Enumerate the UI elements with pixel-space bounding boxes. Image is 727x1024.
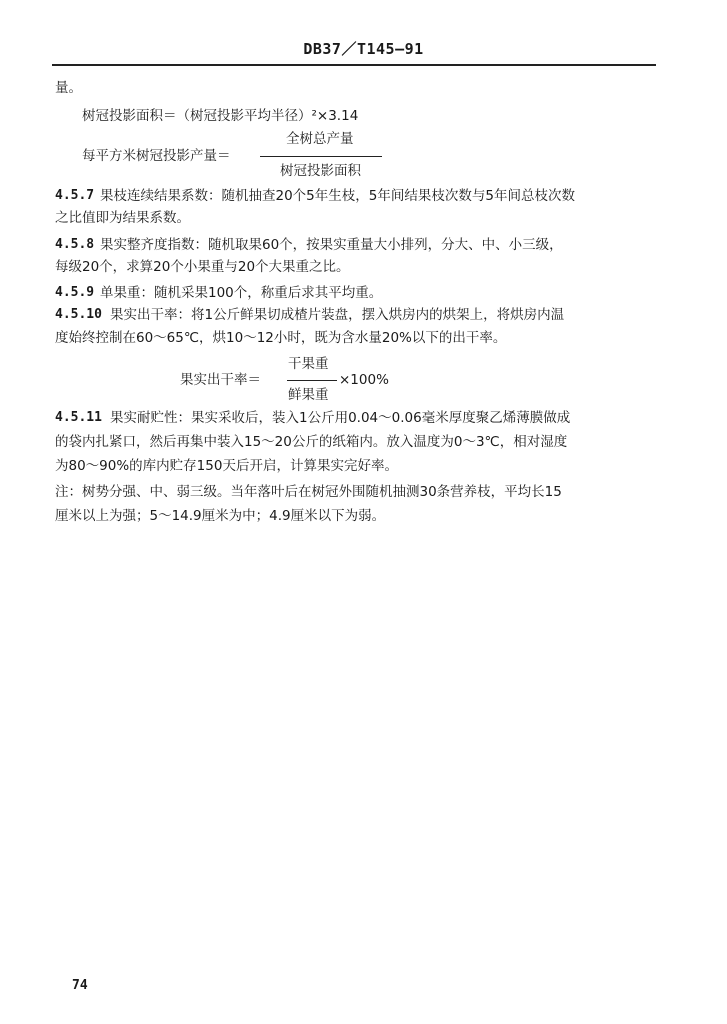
section-4-5-7-text-cont: 之比值即为结果系数。	[55, 210, 190, 226]
formula-dry-rate-denominator: 鲜果重	[288, 387, 329, 403]
section-4-5-10-text-cont: 度始终控制在60～65℃，烘10～12小时，既为含水量20%以下的出干率。	[55, 330, 507, 346]
section-4-5-10-number: 4.5.10	[55, 307, 102, 322]
formula-dry-rate-right: ×100%	[339, 372, 389, 388]
formula-yield-left: 每平方米树冠投影产量＝	[82, 148, 231, 164]
section-4-5-8-text-cont: 每级20个，求算20个小果重与20个大果重之比。	[55, 259, 350, 275]
note-text-cont: 厘米以上为强；5～14.9厘米为中；4.9厘米以下为弱。	[55, 508, 386, 524]
note-text: 注：树势分强、中、弱三级。当年落叶后在树冠外围随机抽测30条营养枝，平均长15	[55, 484, 562, 500]
section-4-5-11-number: 4.5.11	[55, 410, 102, 425]
section-4-5-8-text: 果实整齐度指数：随机取果60个，按果实重量大小排列，分大、中、小三级，	[100, 237, 563, 253]
formula-dry-rate-left: 果实出干率＝	[180, 372, 261, 388]
formula-dry-rate-numerator: 干果重	[288, 356, 329, 372]
formula-yield-denominator: 树冠投影面积	[280, 163, 361, 179]
formula-yield-numerator: 全树总产量	[286, 131, 354, 147]
formula-dry-rate-fraction-bar	[287, 380, 337, 381]
document-code-header: DB37／T145—91	[303, 40, 424, 58]
continuation-line: 量。	[55, 80, 82, 96]
formula-yield-fraction-bar	[260, 156, 382, 157]
section-4-5-9-number: 4.5.9	[55, 285, 95, 300]
section-4-5-9-text: 单果重：随机采果100个，称重后求其平均重。	[100, 285, 383, 301]
section-4-5-8-number: 4.5.8	[55, 237, 95, 252]
section-4-5-11-text-cont-2: 为80～90%的库内贮存150天后开启，计算果实完好率。	[55, 458, 398, 474]
header-rule	[52, 64, 656, 66]
section-4-5-11-text-cont-1: 的袋内扎紧口，然后再集中装入15～20公斤的纸箱内。放入温度为0～3℃，相对湿度	[55, 434, 568, 450]
page-number: 74	[72, 978, 88, 993]
section-4-5-10-text: 果实出干率：将1公斤鲜果切成楂片装盘，摆入烘房内的烘架上，将烘房内温	[110, 307, 565, 323]
section-4-5-7-number: 4.5.7	[55, 188, 95, 203]
section-4-5-11-text: 果实耐贮性：果实采收后，装入1公斤用0.04～0.06毫米厚度聚乙烯薄膜做成	[110, 410, 571, 426]
section-4-5-7-text: 果枝连续结果系数：随机抽查20个5年生枝，5年间结果枝次数与5年间总枝次数	[100, 188, 575, 204]
formula-crown-area: 树冠投影面积＝（树冠投影平均半径）²×3.14	[82, 108, 359, 124]
